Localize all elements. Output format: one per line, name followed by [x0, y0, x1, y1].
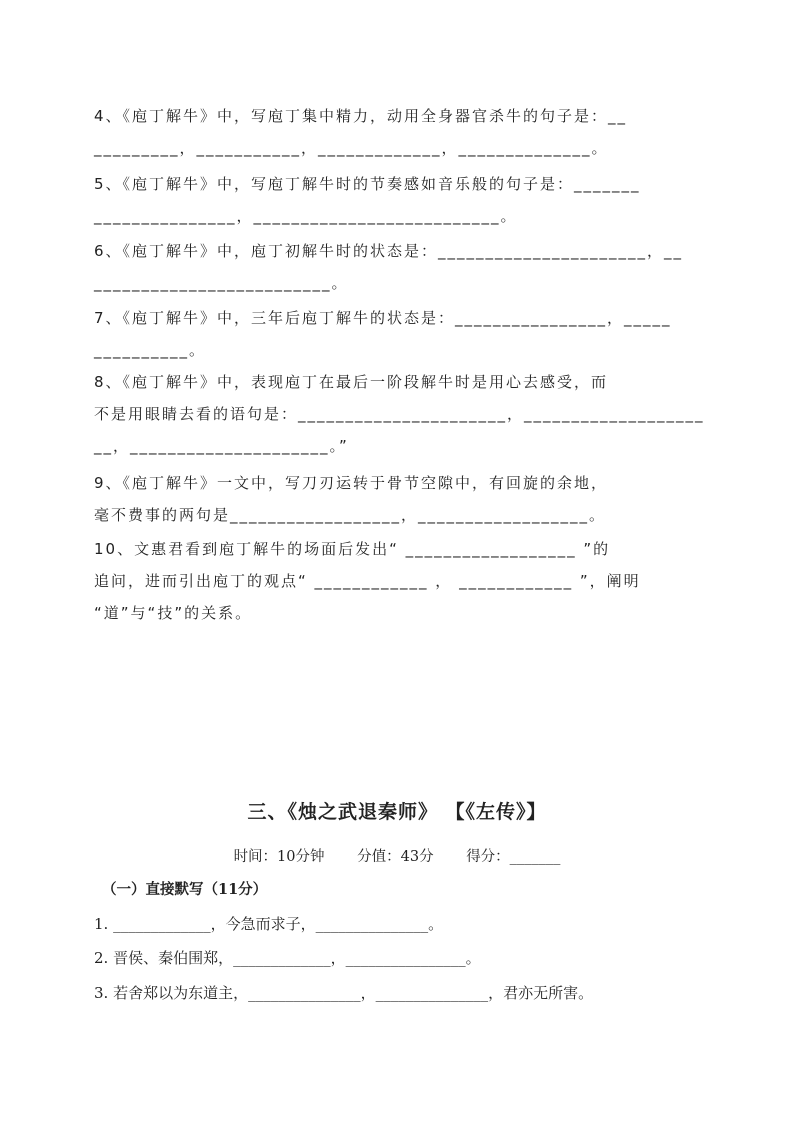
section-title: 三、《烛之武退秦师》 【《左传》】: [247, 801, 547, 823]
question-6: [94, 235, 702, 299]
question-8: [94, 366, 705, 462]
question-line: 10、文惠君看到庖丁解牛的场面后发出“ __________________ ”的: [94, 540, 611, 558]
question-line: 8、《庖丁解牛》中，表现庖丁在最后一阶段解牛时是用心去感受，而: [94, 373, 609, 391]
score-label: 分值：43分: [357, 849, 434, 865]
question-line: 7、《庖丁解牛》中，三年后庖丁解牛的状态是：________________，_____: [94, 309, 672, 327]
question-line: __________。: [94, 341, 207, 359]
got-label: 得分：_______: [466, 849, 561, 865]
question-line: 不是用眼睛去看的语句是：______________________，___________________: [94, 405, 705, 423]
question-4: [94, 100, 702, 164]
question-7: [94, 302, 702, 366]
question-5: [94, 168, 702, 232]
question-line: 5、《庖丁解牛》中，写庖丁解牛时的节奏感如音乐般的句子是：_______: [94, 175, 641, 193]
question-line: _________，___________，_____________，______________。: [94, 139, 609, 157]
question-line: __，_____________________。”: [94, 437, 349, 455]
question-line: 6、《庖丁解牛》中，庖丁初解牛时的状态是：______________________，__: [94, 242, 684, 260]
recite-item-2: 2. 晋侯、秦伯围郑，_____________，________________。: [94, 949, 481, 967]
question-line: _________________________。: [94, 274, 349, 292]
section-meta: [0, 845, 794, 866]
question-line: 4、《庖丁解牛》中，写庖丁集中精力，动用全身器官杀牛的句子是：__: [94, 107, 628, 125]
question-line: _______________，__________________________。: [94, 207, 518, 225]
question-line: 毫不费事的两句是__________________，__________________。: [94, 506, 607, 524]
question-line: 追问，进而引出庖丁的观点“ ____________ ， ____________ ”，阐明: [94, 572, 641, 590]
recite-item-3: 3. 若舍郑以为东道主，_______________，_______________，君亦无所害。: [94, 984, 594, 1002]
question-9: [94, 467, 702, 531]
time-label: 时间：10分钟: [233, 849, 325, 865]
question-line: 9、《庖丁解牛》一文中，写刀刃运转于骨节空隙中，有回旋的余地，: [94, 474, 609, 492]
subsection-title: （一）直接默写（11分）: [102, 881, 268, 898]
recite-item-1: 1. _____________，今急而求子，_______________。: [94, 915, 444, 933]
question-line: “道”与“技”的关系。: [94, 604, 253, 622]
question-10: [94, 533, 702, 629]
